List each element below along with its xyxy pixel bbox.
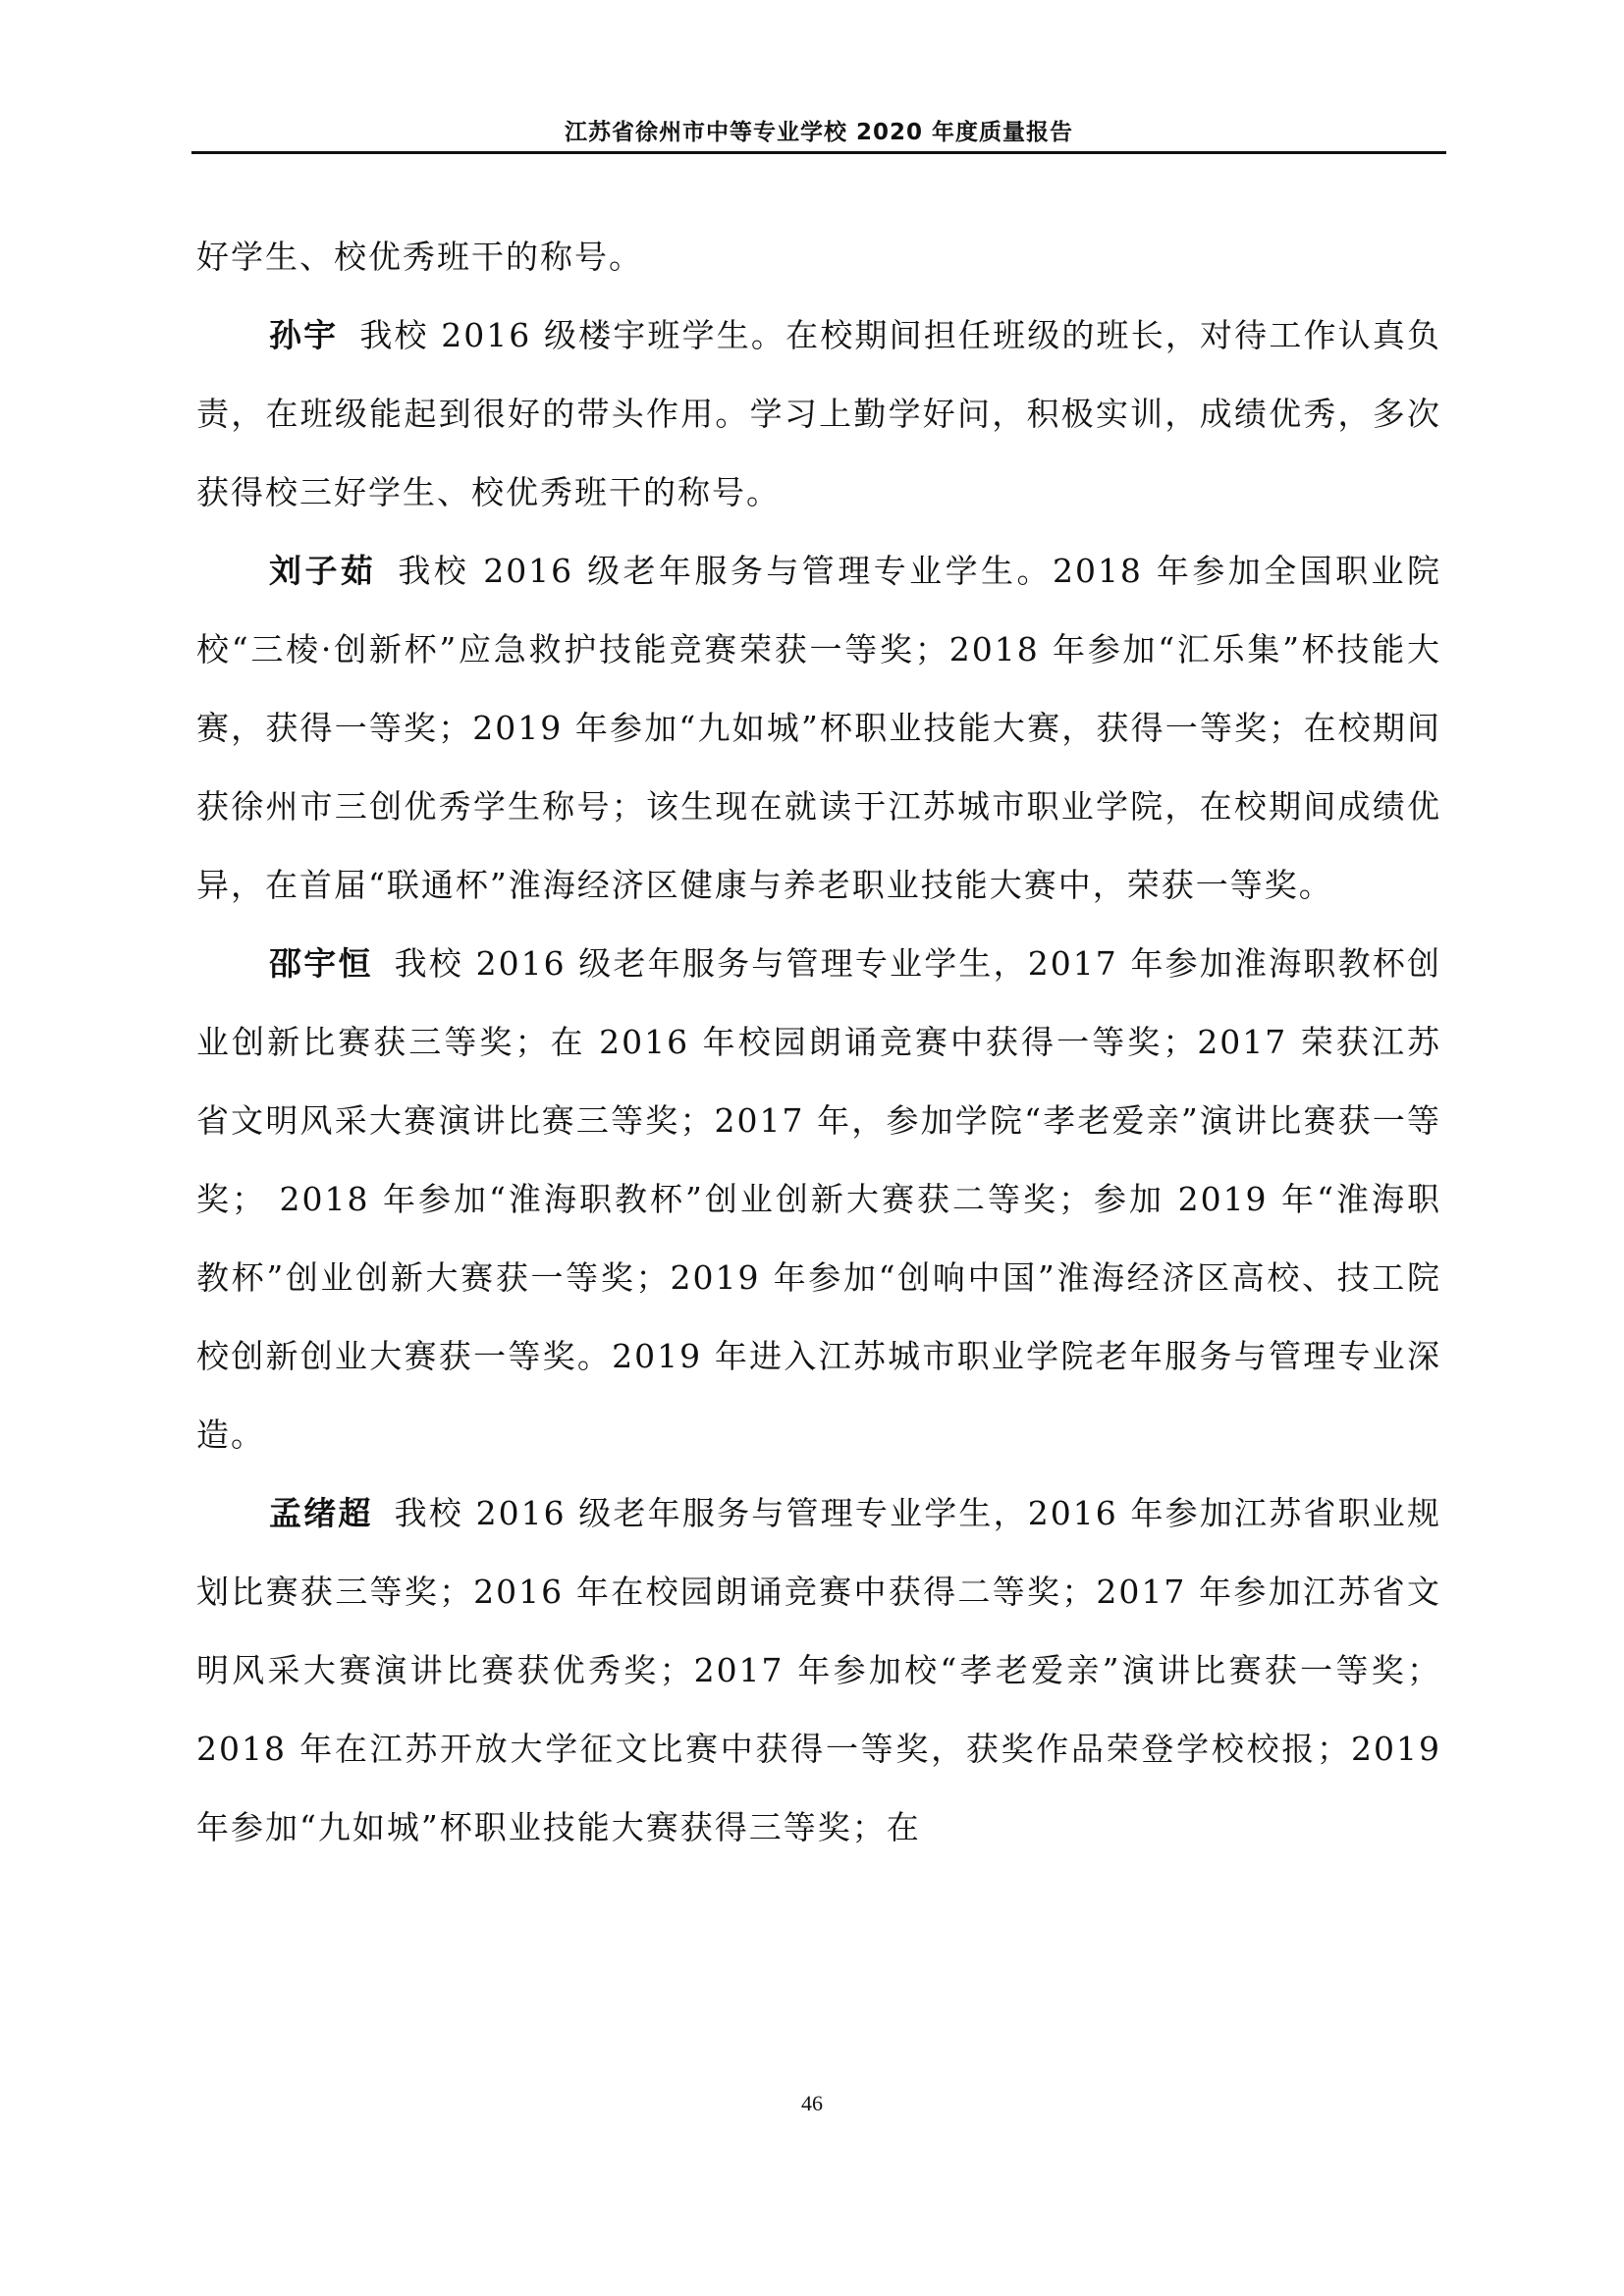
body-text [196,218,1441,1867]
paragraph-text: 我校 2016 级楼宇班学生。在校期间担任班级的班长，对待工作认真负责，在班级能起到很好的带头作用。学习上勤学好问，积极实训，成绩优秀，多次获得校三好学生、校优秀班干的称号。 [196,316,1441,511]
student-name: 刘子茹 [269,552,377,590]
report-title: 江苏省徐州市中等专业学校 2020 年度质量报告 [564,120,1074,145]
student-profile-liu-ziru [196,532,1441,925]
paragraph-text: 好学生、校优秀班干的称号。 [196,238,643,276]
paragraph-text: 我校 2016 级老年服务与管理专业学生。2018 年参加全国职业院校“三棱·创新杯”应急救护技能竞赛荣获一等奖；2018 年参加“汇乐集”杯技能大赛，获得一等奖；2019 年参加“九如城”杯职业技能大赛，获得一等奖；在校期间获徐州市三创优秀学生称号；该生现在就读于江苏城市职业学院，在校期间成绩优异，在首届“联通杯”淮海经济区健康与养老职业技能大赛中，荣获一等奖。 [196,552,1442,904]
paragraph-text: 我校 2016 级老年服务与管理专业学生，2016 年参加江苏省职业规划比赛获三等奖；2016 年在校园朗诵竞赛中获得二等奖；2017 年参加江苏省文明风采大赛演讲比赛获优秀奖；2017 年参加校“孝老爱亲”演讲比赛获一等奖；2018 年在江苏开放大学征文比赛中获得一等奖，获奖作品荣登学校校报；2019 年参加“九如城”杯职业技能大赛获得三等奖；在 [196,1494,1441,1846]
student-profile-meng-xuchao [196,1474,1441,1867]
student-name: 孙宇 [269,316,339,354]
page-header [191,110,1446,154]
paragraph-continuation [196,218,1441,296]
paragraph-text: 我校 2016 级老年服务与管理专业学生，2017 年参加淮海职教杯创业创新比赛获三等奖；在 2016 年校园朗诵竞赛中获得一等奖；2017 荣获江苏省文明风采大赛演讲比赛三等奖；2017 年，参加学院“孝老爱亲”演讲比赛获一等奖； 2018 年参加“淮海职教杯”创业创新大赛获二等奖；参加 2019 年“淮海职教杯”创业创新大赛获一等奖；2019 年参加“创响中国”淮海经济区高校、技工院校创新创业大赛获一等奖。2019 年进入江苏城市职业学院老年服务与管理专业深造。 [196,944,1441,1454]
student-profile-shao-yuheng [196,925,1441,1474]
page-number: 46 [801,2091,823,2115]
student-profile-sun-yu [196,296,1441,532]
student-name: 孟绪超 [269,1494,373,1532]
student-name: 邵宇恒 [269,944,373,983]
